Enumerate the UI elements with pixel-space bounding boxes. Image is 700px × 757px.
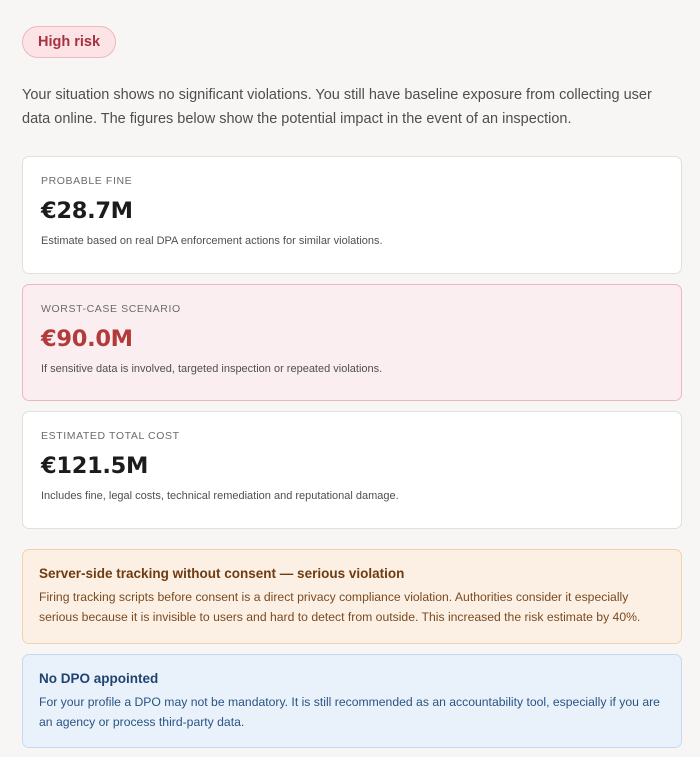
server-side-tracking-alert xyxy=(22,549,682,644)
total-cost-card xyxy=(22,411,682,529)
probable-fine-card xyxy=(22,156,682,274)
server-side-tracking-alert-body: Firing tracking scripts before consent is a direct privacy compliance violation. Authorities consider it especially serious because it is invisible to users and hard to detect from outside. This increased the risk estimate by 40%. xyxy=(39,590,641,624)
probable-fine-label: PROBABLE FINE xyxy=(41,175,133,187)
worst-case-amount: €90.0M xyxy=(41,326,133,352)
probable-fine-amount: €28.7M xyxy=(41,198,133,224)
risk-level-badge: High risk xyxy=(22,26,116,58)
no-dpo-alert xyxy=(22,654,682,748)
worst-case-card xyxy=(22,284,682,401)
probable-fine-note: Estimate based on real DPA enforcement actions for similar violations. xyxy=(41,235,383,247)
worst-case-label: WORST-CASE SCENARIO xyxy=(41,303,181,315)
total-cost-amount: €121.5M xyxy=(41,453,149,479)
server-side-tracking-alert-title: Server-side tracking without consent — serious violation xyxy=(39,566,405,581)
risk-summary-text: Your situation shows no significant violations. You still have baseline exposure from collecting user data online. The figures below show the potential impact in the event of an inspection. xyxy=(22,87,652,127)
no-dpo-alert-body: For your profile a DPO may not be mandatory. It is still recommended as an accountability tool, especially if you are an agency or process third-party data. xyxy=(39,695,660,729)
total-cost-label: ESTIMATED TOTAL COST xyxy=(41,430,180,442)
total-cost-note: Includes fine, legal costs, technical remediation and reputational damage. xyxy=(41,490,399,502)
worst-case-note: If sensitive data is involved, targeted inspection or repeated violations. xyxy=(41,363,383,375)
no-dpo-alert-title: No DPO appointed xyxy=(39,671,159,686)
